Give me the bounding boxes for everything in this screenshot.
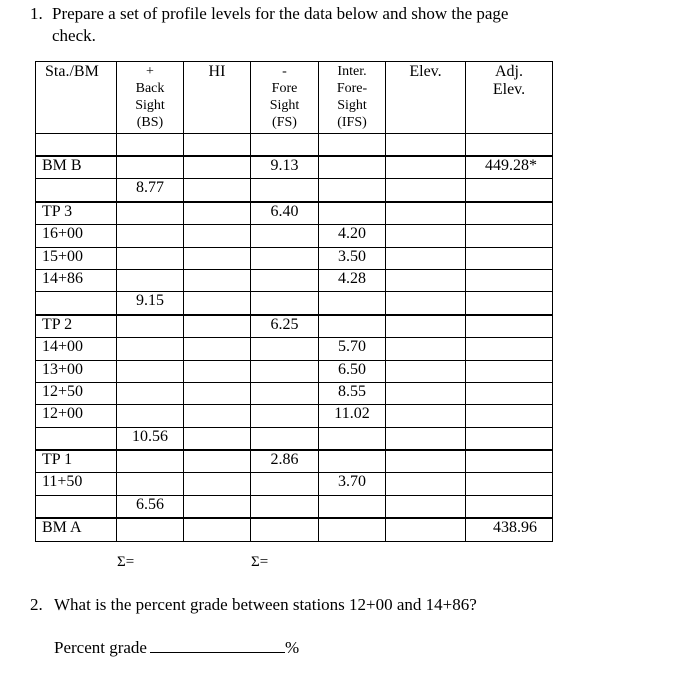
fore-sight-cell [251, 495, 319, 518]
adj-elev-cell [466, 450, 553, 473]
back-sight-cell: 10.56 [117, 427, 184, 450]
table-row [36, 156, 553, 179]
inter-fore-sight-cell: 4.28 [319, 269, 386, 291]
inter-fore-sight-cell: 8.55 [319, 382, 386, 404]
adj-elev-cell [466, 495, 553, 518]
hi-cell [184, 338, 251, 360]
hi-cell [184, 315, 251, 338]
fore-sight-cell: 9.13 [251, 156, 319, 179]
inter-fore-sight-cell: 6.50 [319, 360, 386, 382]
elev-cell [386, 518, 466, 541]
percent-grade-line [54, 636, 299, 658]
elev-cell [386, 225, 466, 247]
elev-cell [386, 495, 466, 518]
percent-unit: % [284, 638, 300, 657]
elev-cell [386, 156, 466, 179]
fore-sight-cell [251, 360, 319, 382]
station-cell: BM A [36, 518, 117, 541]
station-cell: 12+50 [36, 382, 117, 404]
inter-fore-sight-cell [319, 495, 386, 518]
header-elev: Elev. [386, 62, 466, 134]
hi-cell [184, 382, 251, 404]
table-row [36, 360, 553, 382]
table-row [36, 202, 553, 225]
adj-elev-cell [466, 202, 553, 225]
station-cell: 16+00 [36, 225, 117, 247]
elev-cell [386, 405, 466, 427]
elev-cell [386, 315, 466, 338]
percent-grade-blank[interactable] [150, 636, 285, 653]
fore-sight-cell [251, 473, 319, 495]
station-cell: TP 3 [36, 202, 117, 225]
hi-cell [184, 156, 251, 179]
adj-elev-cell [466, 134, 553, 157]
station-cell [36, 292, 117, 315]
fore-sight-cell [251, 518, 319, 541]
table-row [36, 134, 553, 157]
hi-cell [184, 360, 251, 382]
adj-elev-cell [466, 179, 553, 202]
elev-cell [386, 269, 466, 291]
header-inter-fore-sight: Inter. Fore- Sight (IFS) [319, 62, 386, 134]
header-adj-elev: Adj. Elev. [466, 62, 553, 134]
elev-cell [386, 450, 466, 473]
back-sight-cell: 8.77 [117, 179, 184, 202]
station-cell: 14+00 [36, 338, 117, 360]
table-row [36, 225, 553, 247]
header-back-sight: + Back Sight (BS) [117, 62, 184, 134]
inter-fore-sight-cell [319, 156, 386, 179]
elev-cell [386, 473, 466, 495]
profile-levels-table [35, 61, 553, 542]
fore-sight-cell [251, 247, 319, 269]
table-body [36, 134, 553, 542]
back-sight-cell [117, 156, 184, 179]
table-row [36, 405, 553, 427]
station-cell [36, 427, 117, 450]
inter-fore-sight-cell: 5.70 [319, 338, 386, 360]
back-sight-cell: 9.15 [117, 292, 184, 315]
adj-elev-cell [466, 382, 553, 404]
hi-cell [184, 405, 251, 427]
hi-cell [184, 179, 251, 202]
table-row [36, 382, 553, 404]
table-row [36, 315, 553, 338]
back-sight-cell [117, 450, 184, 473]
hi-cell [184, 473, 251, 495]
table-row [36, 518, 553, 541]
question-2-number: 2. [30, 595, 43, 614]
table-row [36, 247, 553, 269]
adj-elev-cell [466, 315, 553, 338]
elev-cell [386, 247, 466, 269]
hi-cell [184, 134, 251, 157]
adj-elev-cell: 438.96 [466, 518, 553, 541]
hi-cell [184, 269, 251, 291]
station-cell: 15+00 [36, 247, 117, 269]
back-sight-cell [117, 247, 184, 269]
question-1 [30, 3, 508, 47]
hi-cell [184, 225, 251, 247]
fore-sight-cell [251, 338, 319, 360]
inter-fore-sight-cell: 11.02 [319, 405, 386, 427]
question-2-text: What is the percent grade between stations 12+00 and 14+86? [54, 595, 477, 614]
table-row [36, 473, 553, 495]
adj-elev-cell [466, 360, 553, 382]
table-header-row [36, 62, 553, 134]
elev-cell [386, 179, 466, 202]
inter-fore-sight-cell [319, 134, 386, 157]
fore-sight-cell [251, 179, 319, 202]
header-sta: Sta./BM [36, 62, 117, 134]
inter-fore-sight-cell [319, 315, 386, 338]
adj-elev-cell: 449.28* [466, 156, 553, 179]
question-1-line1: Prepare a set of profile levels for the data below and show the page [52, 4, 509, 23]
station-cell [36, 134, 117, 157]
back-sight-cell: 6.56 [117, 495, 184, 518]
hi-cell [184, 292, 251, 315]
elev-cell [386, 382, 466, 404]
station-cell: TP 2 [36, 315, 117, 338]
fore-sight-cell [251, 225, 319, 247]
fore-sight-cell [251, 134, 319, 157]
back-sight-cell [117, 405, 184, 427]
fore-sight-cell: 6.25 [251, 315, 319, 338]
adj-elev-cell [466, 338, 553, 360]
fore-sight-cell [251, 382, 319, 404]
back-sight-cell [117, 134, 184, 157]
back-sight-cell [117, 473, 184, 495]
fore-sight-cell: 6.40 [251, 202, 319, 225]
elev-cell [386, 338, 466, 360]
adj-elev-cell [466, 292, 553, 315]
fore-sight-cell [251, 427, 319, 450]
hi-cell [184, 495, 251, 518]
table-row [36, 292, 553, 315]
adj-elev-cell [466, 247, 553, 269]
adj-elev-cell [466, 225, 553, 247]
station-cell: 12+00 [36, 405, 117, 427]
adj-elev-cell [466, 473, 553, 495]
station-cell: BM B [36, 156, 117, 179]
station-cell [36, 495, 117, 518]
inter-fore-sight-cell: 4.20 [319, 225, 386, 247]
sum-back-sight: Σ= [117, 554, 135, 570]
question-2 [30, 595, 477, 615]
table-row [36, 427, 553, 450]
percent-grade-label: Percent grade [54, 638, 147, 657]
hi-cell [184, 247, 251, 269]
elev-cell [386, 360, 466, 382]
station-cell: TP 1 [36, 450, 117, 473]
elev-cell [386, 292, 466, 315]
inter-fore-sight-cell [319, 179, 386, 202]
elev-cell [386, 134, 466, 157]
hi-cell [184, 518, 251, 541]
station-cell: 11+50 [36, 473, 117, 495]
back-sight-cell [117, 225, 184, 247]
elev-cell [386, 427, 466, 450]
fore-sight-cell [251, 269, 319, 291]
adj-elev-cell [466, 269, 553, 291]
hi-cell [184, 450, 251, 473]
inter-fore-sight-cell [319, 518, 386, 541]
back-sight-cell [117, 382, 184, 404]
fore-sight-cell [251, 405, 319, 427]
fore-sight-cell [251, 292, 319, 315]
hi-cell [184, 427, 251, 450]
adj-elev-cell [466, 405, 553, 427]
inter-fore-sight-cell [319, 450, 386, 473]
adj-elev-cell [466, 427, 553, 450]
back-sight-cell [117, 202, 184, 225]
table-row [36, 450, 553, 473]
station-cell: 14+86 [36, 269, 117, 291]
inter-fore-sight-cell: 3.70 [319, 473, 386, 495]
elev-cell [386, 202, 466, 225]
inter-fore-sight-cell [319, 292, 386, 315]
question-1-line2: check. [52, 26, 96, 45]
sum-fore-sight: Σ= [251, 554, 269, 570]
fore-sight-cell: 2.86 [251, 450, 319, 473]
table-row [36, 269, 553, 291]
back-sight-cell [117, 338, 184, 360]
station-cell [36, 179, 117, 202]
header-fore-sight: - Fore Sight (FS) [251, 62, 319, 134]
table-row [36, 495, 553, 518]
inter-fore-sight-cell [319, 202, 386, 225]
back-sight-cell [117, 269, 184, 291]
hi-cell [184, 202, 251, 225]
back-sight-cell [117, 360, 184, 382]
question-1-number: 1. [30, 4, 43, 23]
back-sight-cell [117, 518, 184, 541]
station-cell: 13+00 [36, 360, 117, 382]
header-hi: HI [184, 62, 251, 134]
back-sight-cell [117, 315, 184, 338]
table-row [36, 179, 553, 202]
inter-fore-sight-cell [319, 427, 386, 450]
table-row [36, 338, 553, 360]
inter-fore-sight-cell: 3.50 [319, 247, 386, 269]
